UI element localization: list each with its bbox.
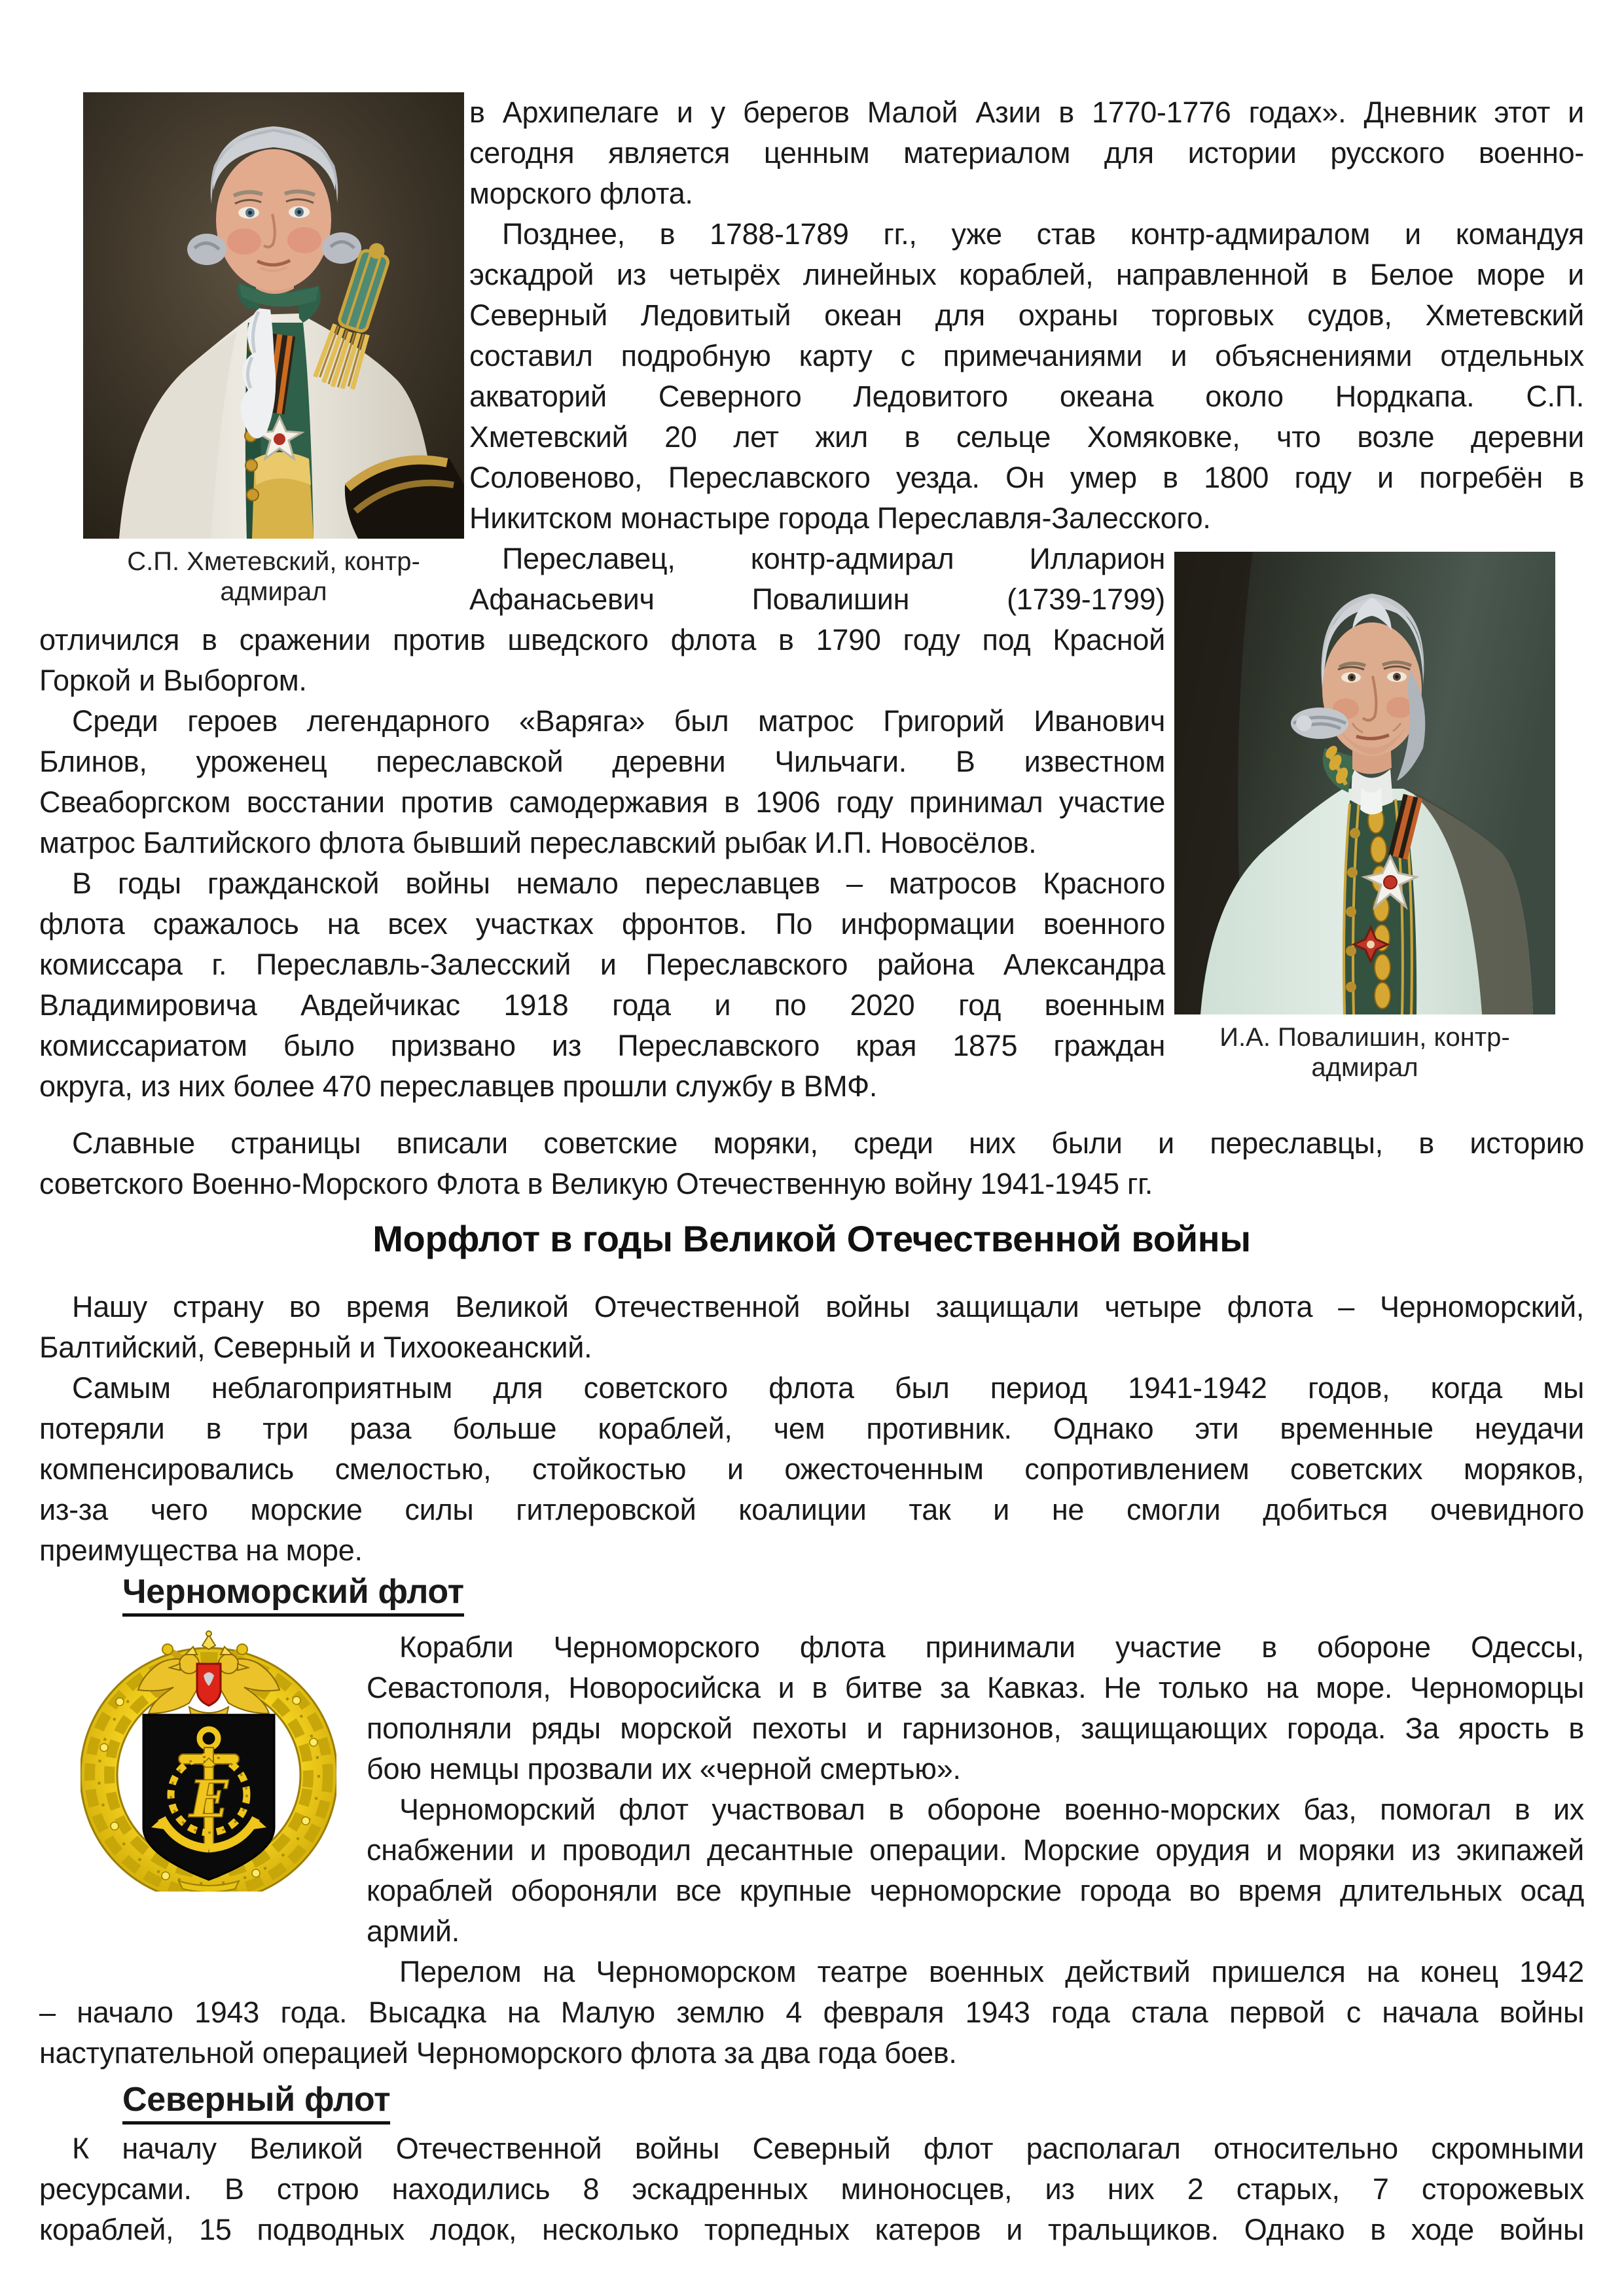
text-line: флота сражалось на всех участках фронтов. По информации военного [39,907,1165,941]
text-line: Горкой и Выборгом. [39,664,307,697]
paragraph-northern-fleet [39,2128,1584,2250]
figure-black-sea-fleet-emblem [81,1630,336,1961]
text-line: Среди героев легендарного «Варяга» был матрос Григорий Иванович [72,704,1165,738]
text-line: Соловеново, Переславского уезда. Он умер в 1800 году и погребён в [469,461,1584,494]
text-line: Балтийский, Северный и Тихоокеанский. [39,1331,592,1364]
text-line: Черноморский флот участвовал в обороне военно-морских баз, помогал в их [399,1793,1584,1826]
text-line: Свеаборгском восстании против самодержавия в 1906 году принимал участие [39,785,1165,819]
text-line: – начало 1943 года. Высадка на Малую землю 4 февраля 1943 года стала первой с начала войны [39,1996,1584,2029]
text-line: Хметевский 20 лет жил в сельце Хомяковке, что возле деревни [469,420,1584,454]
text-line: Корабли Черноморского флота принимали участие в обороне Одессы, [399,1630,1584,1664]
text-line: бою немцы прозвали их «черной смертью». [367,1752,961,1785]
text-line: Славные страницы вписали советские моряки, среди них были и переславцы, в историю [72,1126,1584,1160]
text-line: Позднее, в 1788-1789 гг., уже став контр-адмиралом и командуя [502,217,1584,251]
text-line: из-за чего морские силы гитлеровской коалиции так и не смогли добиться очевидного [39,1493,1584,1526]
text-line: комиссариатом было призвано из Переславского края 1875 граждан [39,1029,1165,1062]
text-line: Северный Ледовитый океан для охраны торговых судов, Хметевский [469,298,1584,332]
text-line: эскадрой из четырёх линейных кораблей, направленной в Белое море и [469,258,1584,291]
paragraph-four-fleets [39,1287,1584,1368]
figure-povalishin [1174,552,1555,1082]
text-line: Афанасьевич Повалишин (1739-1799) [469,583,1165,616]
portrait-khmetevsky-image [83,92,464,539]
text-line: преимущества на море. [39,1534,363,1567]
caption-povalishin: И.А. Повалишин, контр-адмирал [1219,1023,1510,1082]
text-line: отличился в сражении против шведского флота в 1790 году под Красной [39,623,1165,656]
text-line: комиссара г. Переславль-Залесский и Переславского района Александра [39,948,1165,981]
paragraph-glorious-pages [39,1123,1584,1204]
text-line: кораблей обороняли все крупные черноморские города во время длительных осад [367,1874,1584,1907]
section-heading-northern-fleet: Северный флот [122,2079,1584,2121]
text-line: Никитском монастыре города Переславля-Залесского. [469,501,1211,535]
caption-khmetevsky: С.П. Хметевский, контр-адмирал [127,547,420,606]
text-line: округа, из них более 470 переславцев прошли службу в ВМФ. [39,1069,878,1103]
text-line: Нашу страну во время Великой Отечественной войны защищали четыре флота – Черноморский, [72,1290,1584,1323]
text-line: В годы гражданской войны немало переславцев – матросов Красного [72,867,1165,900]
text-line: советского Военно-Морского Флота в Великую Отечественную войну 1941-1945 гг. [39,1167,1153,1200]
text-line: снабжении и проводил десантные операции. Морские орудия и моряки из экипажей [367,1833,1584,1867]
text-line: кораблей, 15 подводных лодок, несколько торпедных катеров и тральщиков. Однако в ходе войны [39,2213,1584,2246]
text-line: в Архипелаге и у берегов Малой Азии в 1770-1776 годах». Дневник этот и [469,96,1584,129]
text-line: Владимировича Авдейчикас 1918 года и по 2020 год военным [39,988,1165,1022]
black-sea-fleet-emblem-image [81,1630,336,1892]
text-line: пополняли ряды морской пехоты и гарнизонов, защищающих города. За ярость в [367,1712,1584,1745]
text-line: армий. [367,1914,460,1948]
text-line: потеряли в три раза больше кораблей, чем противник. Однако эти временные неудачи [39,1412,1584,1445]
paragraph-hard-period [39,1368,1584,1571]
text-line: матрос Балтийского флота бывший переславский рыбак И.П. Новосёлов. [39,826,1037,859]
portrait-povalishin-image [1174,552,1555,1014]
svg-text:Е: Е [189,1770,228,1829]
text-line: наступательной операцией Черноморского флота за два года боев. [39,2036,957,2070]
text-line: акваторий Северного Ледовитого океана около Нордкапа. С.П. [469,380,1584,413]
text-line: Севастополя, Новоросийска и в битве за Кавказ. Не только на море. Черноморцы [367,1671,1584,1704]
text-line: составил подробную карту с примечаниями и объяснениями отдельных [469,339,1584,372]
text-line: Переславец, контр-адмирал Илларион [502,542,1165,575]
text-line: Блинов, уроженец переславской деревни Чильчаги. В известном [39,745,1165,778]
text-line: компенсировались смелостью, стойкостью и ожесточенным сопротивлением советских моряков, [39,1452,1584,1486]
text-line: ресурсами. В строю находились 8 эскадренных миноносцев, из них 2 старых, 7 сторожевых [39,2172,1584,2206]
figure-khmetevsky [83,92,464,619]
text-line: К началу Великой Отечественной войны Северный флот располагал относительно скромными [72,2132,1584,2165]
paragraph-turning-point [39,1952,1584,2073]
text-line: сегодня является ценным материалом для истории русского военно- [469,136,1584,170]
text-line: Самым неблагоприятным для советского флота был период 1941-1942 годов, когда мы [72,1371,1584,1405]
section-heading-black-sea-fleet: Черноморский флот [122,1571,1584,1613]
text-line: морского флота. [469,177,693,210]
main-heading: Морфлот в годы Великой Отечественной войны [372,1218,1251,1259]
text-line: Перелом на Черноморском театре военных действий пришелся на конец 1942 [399,1955,1584,1988]
